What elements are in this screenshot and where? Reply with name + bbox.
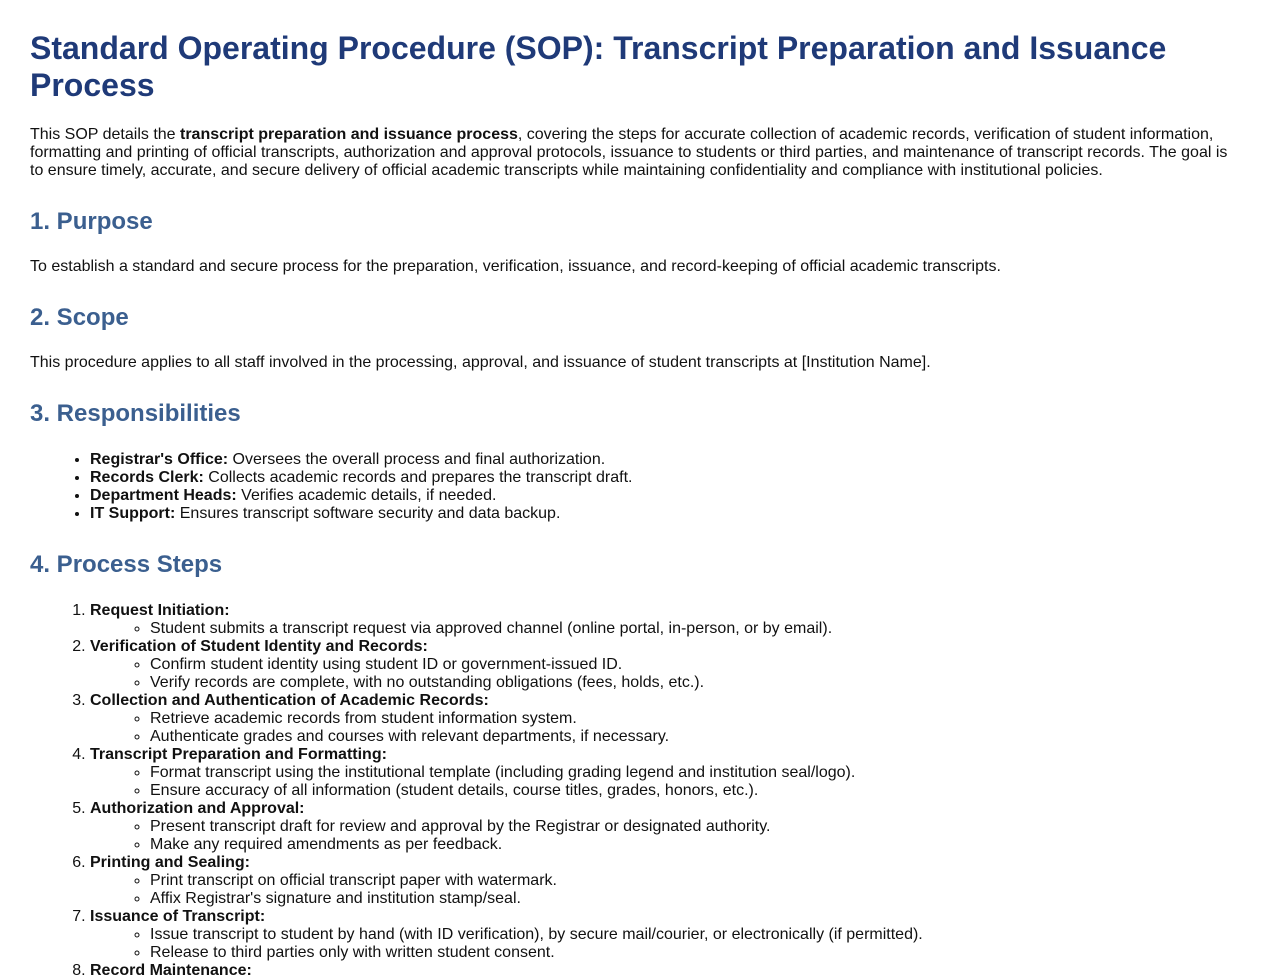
step-substeps (90, 764, 1233, 800)
substep-item: ◦ Authenticate grades and courses with relevant departments, if necessary. (150, 728, 1233, 746)
document (0, 30, 1263, 980)
scope-text: This procedure applies to all staff involved in the processing, approval, and issuance of student transcripts at [Institution Name]. (30, 354, 931, 371)
step-substeps (90, 620, 1233, 638)
step-title: Record Maintenance: (90, 962, 252, 979)
step-item (90, 602, 1233, 638)
step-item (90, 692, 1233, 746)
substep-item: ◦ Retrieve academic records from student information system. (150, 710, 1233, 728)
step-substeps (90, 872, 1233, 908)
role-label: Department Heads: (90, 487, 237, 504)
role-label: IT Support: (90, 505, 176, 522)
heading-scope: 2. Scope (30, 304, 129, 331)
substep-item: ◦ Release to third parties only with written student consent. (150, 944, 1233, 962)
heading-responsibilities: 3. Responsibilities (30, 400, 241, 427)
substep-item: ◦ Ensure accuracy of all information (student details, course titles, grades, honors, etc.). (150, 782, 1233, 800)
page-title: Standard Operating Procedure (SOP): Transcript Preparation and Issuance Process (30, 30, 1167, 103)
step-item (90, 638, 1233, 692)
step-title: Collection and Authentication of Academic Records: (90, 692, 489, 709)
step-item (90, 746, 1233, 800)
step-item (90, 800, 1233, 854)
substep-item: ◦ Affix Registrar's signature and institution stamp/seal. (150, 890, 1233, 908)
step-title: Authorization and Approval: (90, 800, 305, 817)
intro-text-end: , covering the steps for accurate collection of academic records, verification of student information, formatting and printing of official transcripts, authorization and approval protocols, issuance to students or third parties, and maintenance of transcript records. The goal is to ensure timely, accurate, and secure delivery of official academic transcripts while maintaining confidentiality and compliance with institutional policies. (30, 126, 1228, 179)
step-substeps (90, 656, 1233, 692)
role-label: Registrar's Office: (90, 451, 229, 468)
step-item (90, 962, 1233, 980)
process-steps-list (30, 602, 1233, 980)
list-item (90, 451, 1233, 469)
heading-process-steps: 4. Process Steps (30, 551, 223, 578)
substep-item: ◦ Student submits a transcript request via approved channel (online portal, in-person, or by email). (150, 620, 1233, 638)
purpose-text: To establish a standard and secure process for the preparation, verification, issuance, and record-keeping of official academic transcripts. (30, 258, 1001, 275)
step-item (90, 908, 1233, 962)
role-label: Records Clerk: (90, 469, 204, 486)
role-description: Collects academic records and prepares the transcript draft. (203, 469, 633, 486)
substep-item: ◦ Make any required amendments as per feedback. (150, 836, 1233, 854)
substep-item: ◦ Print transcript on official transcript paper with watermark. (150, 872, 1233, 890)
substep-item: ◦ Issue transcript to student by hand (with ID verification), by secure mail/courier, or electronically (if permitted). (150, 926, 1233, 944)
substep-item: ◦ Confirm student identity using student ID or government-issued ID. (150, 656, 1233, 674)
role-description: Oversees the overall process and final authorization. (228, 451, 606, 468)
heading-purpose: 1. Purpose (30, 208, 153, 235)
step-title: Request Initiation: (90, 602, 230, 619)
step-substeps (90, 710, 1233, 746)
step-item (90, 854, 1233, 908)
step-substeps (90, 926, 1233, 962)
list-item (90, 505, 1233, 523)
list-item (90, 487, 1233, 505)
substep-item: ◦ Format transcript using the institutional template (including grading legend and institution seal/logo). (150, 764, 1233, 782)
intro-text-start: This SOP details the (30, 126, 180, 143)
substep-item: ◦ Verify records are complete, with no outstanding obligations (fees, holds, etc.). (150, 674, 1233, 692)
step-substeps (90, 818, 1233, 854)
intro-bold-text: transcript preparation and issuance process (180, 126, 518, 143)
step-title: Transcript Preparation and Formatting: (90, 746, 387, 763)
substep-item: ◦ Present transcript draft for review and approval by the Registrar or designated authority. (150, 818, 1233, 836)
role-description: Verifies academic details, if needed. (236, 487, 497, 504)
role-description: Ensures transcript software security and data backup. (175, 505, 561, 522)
step-title: Printing and Sealing: (90, 854, 251, 871)
intro-paragraph (30, 126, 1233, 180)
step-title: Issuance of Transcript: (90, 908, 266, 925)
list-item (90, 469, 1233, 487)
responsibilities-list (30, 451, 1233, 523)
step-title: Verification of Student Identity and Records: (90, 638, 428, 655)
